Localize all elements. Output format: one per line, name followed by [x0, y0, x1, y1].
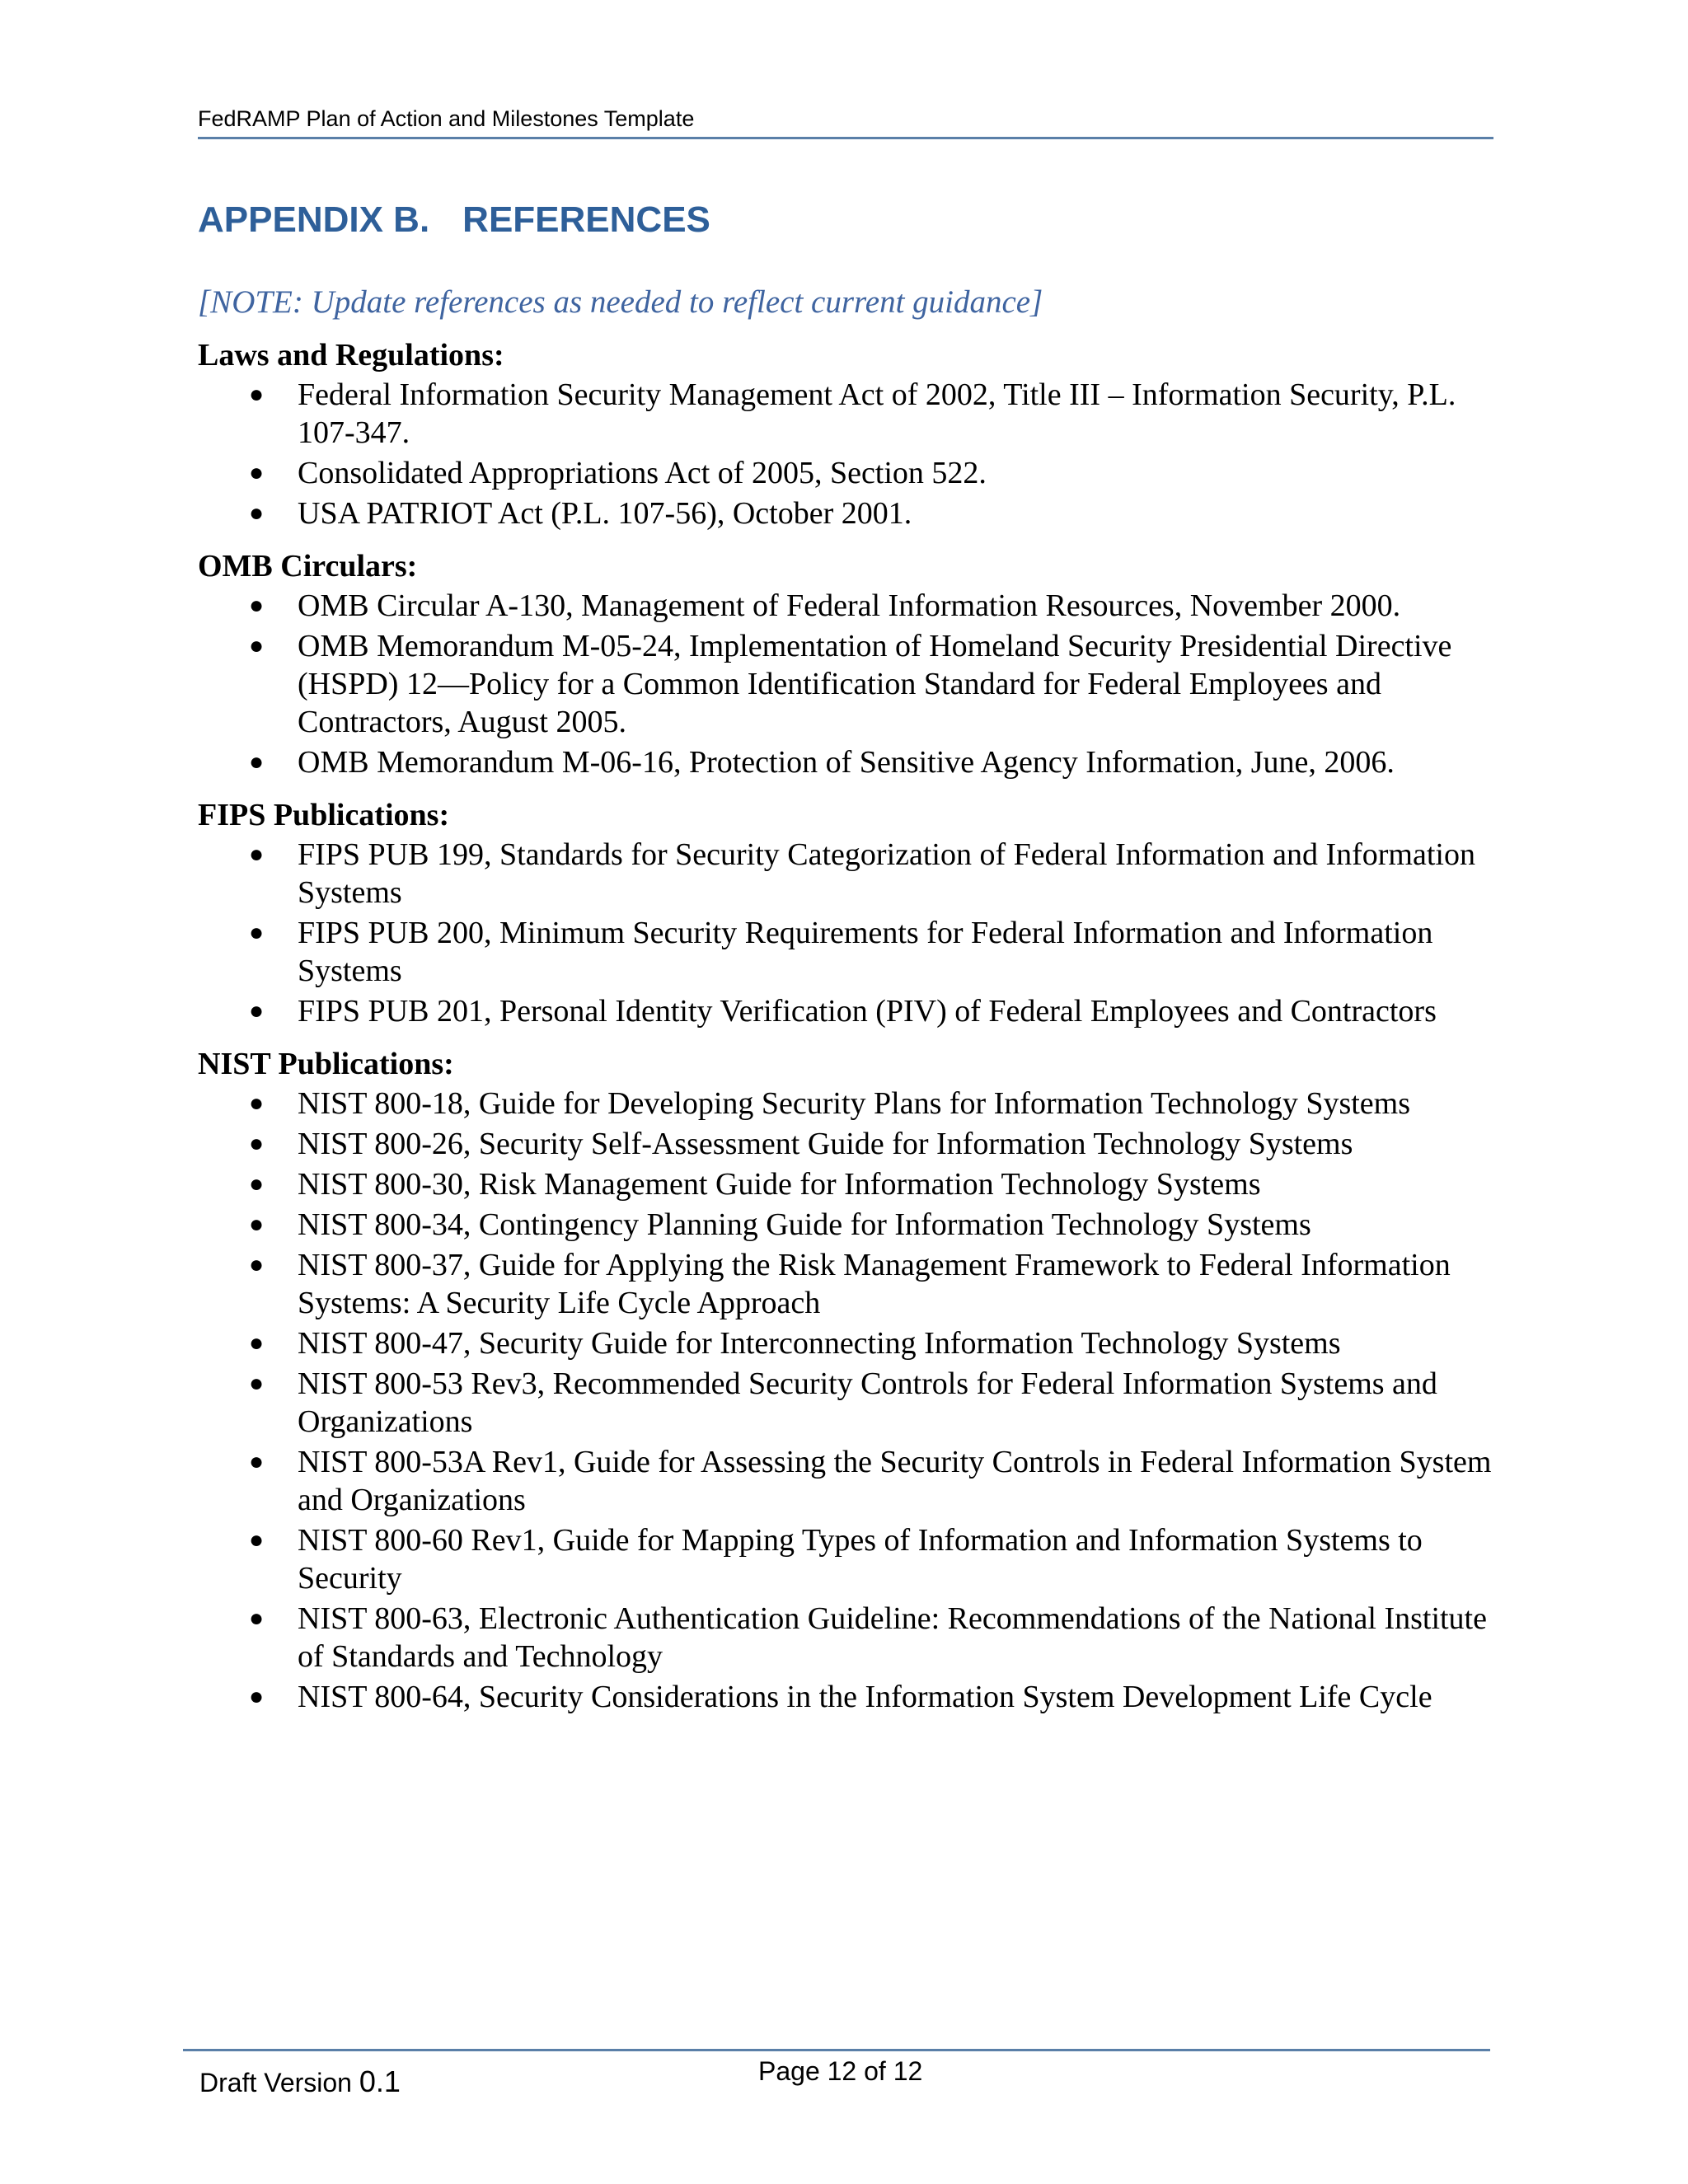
- bullet-icon: ●: [249, 592, 265, 619]
- bullet-icon: ●: [249, 997, 265, 1024]
- bullet-icon: ●: [249, 1130, 265, 1157]
- bullet-icon: ●: [249, 1448, 265, 1475]
- header-title: FedRAMP Plan of Action and Milestones Template: [198, 106, 695, 131]
- references-body: [198, 336, 1500, 1731]
- list-item: ● NIST 800-53A Rev1, Guide for Assessing the Security Controls in Federal Information System and Organizations: [249, 1445, 1492, 1517]
- version-number: 0.1: [359, 2064, 401, 2098]
- bullet-icon: ●: [249, 381, 265, 408]
- list-item: ● FIPS PUB 199, Standards for Security Categorization of Federal Information and Information Systems: [249, 837, 1475, 910]
- laws-heading: Laws and Regulations:: [198, 338, 504, 373]
- appendix-heading: REFERENCES: [462, 199, 710, 240]
- bullet-icon: ●: [249, 499, 265, 527]
- list-item: ● NIST 800-18, Guide for Developing Security Plans for Information Technology Systems: [249, 1086, 1411, 1121]
- list-item: ● USA PATRIOT Act (P.L. 107-56), October 2001.: [249, 496, 912, 531]
- appendix-label: APPENDIX B.: [198, 199, 430, 240]
- version-label: Draft Version: [199, 2068, 352, 2097]
- list-item: ● NIST 800-64, Security Considerations in the Information System Development Life Cycle: [249, 1680, 1432, 1714]
- bullet-icon: ●: [249, 1683, 265, 1710]
- bullet-icon: ●: [249, 1170, 265, 1197]
- bullet-icon: ●: [249, 632, 265, 659]
- list-item: ● NIST 800-26, Security Self-Assessment Guide for Information Technology Systems: [249, 1127, 1353, 1161]
- fips-heading: FIPS Publications:: [198, 798, 450, 832]
- bullet-icon: ●: [249, 919, 265, 946]
- list-item: ● OMB Memorandum M-05-24, Implementation of Homeland Security Presidential Directive (HSPD) 12—Policy for a Common Identification Standard for Federal Employees and Contractors, August 2005.: [249, 629, 1452, 739]
- list-item: ● Consolidated Appropriations Act of 2005, Section 522.: [249, 456, 987, 490]
- bullet-icon: ●: [249, 1329, 265, 1357]
- bullet-icon: ●: [249, 1526, 265, 1554]
- guidance-note: [NOTE: Update references as needed to reflect current guidance]: [198, 284, 1043, 320]
- bullet-icon: ●: [249, 1090, 265, 1117]
- list-item: ● NIST 800-60 Rev1, Guide for Mapping Types of Information and Information Systems to Security: [249, 1523, 1423, 1596]
- footer-version: [199, 2064, 401, 2099]
- list-item: ● FIPS PUB 200, Minimum Security Requirements for Federal Information and Information Systems: [249, 916, 1433, 988]
- list-item: ● NIST 800-47, Security Guide for Interconnecting Information Technology Systems: [249, 1326, 1341, 1361]
- page-header: [198, 99, 1493, 139]
- list-item: ● OMB Circular A-130, Management of Federal Information Resources, November 2000.: [249, 588, 1401, 623]
- list-item: ● FIPS PUB 201, Personal Identity Verification (PIV) of Federal Employees and Contractors: [249, 994, 1437, 1029]
- list-item: ● NIST 800-34, Contingency Planning Guide for Information Technology Systems: [249, 1207, 1311, 1242]
- bullet-icon: ●: [249, 748, 265, 776]
- bullet-icon: ●: [249, 841, 265, 868]
- nist-list: [198, 1085, 1500, 1716]
- list-item: ● NIST 800-37, Guide for Applying the Risk Management Framework to Federal Information Systems: A Security Life Cycle Approach: [249, 1248, 1451, 1320]
- list-item: ● Federal Information Security Management Act of 2002, Title III – Information Security, P.L. 107-347.: [249, 377, 1456, 450]
- page-number: Page 12 of 12: [758, 2056, 923, 2086]
- bullet-icon: ●: [249, 1370, 265, 1397]
- list-item: ● NIST 800-53 Rev3, Recommended Security Controls for Federal Information Systems and Organizations: [249, 1366, 1437, 1439]
- bullet-icon: ●: [249, 1211, 265, 1238]
- bullet-icon: ●: [249, 1251, 265, 1278]
- page-footer: [183, 2049, 1490, 2098]
- bullet-icon: ●: [249, 1605, 265, 1632]
- fips-list: [198, 836, 1500, 1030]
- laws-list: [198, 376, 1500, 532]
- nist-heading: NIST Publications:: [198, 1047, 454, 1081]
- omb-list: [198, 587, 1500, 781]
- bullet-icon: ●: [249, 459, 265, 486]
- list-item: ● OMB Memorandum M-06-16, Protection of Sensitive Agency Information, June, 2006.: [249, 745, 1395, 780]
- appendix-title: [198, 199, 710, 241]
- omb-heading: OMB Circulars:: [198, 549, 418, 583]
- list-item: ● NIST 800-63, Electronic Authentication Guideline: Recommendations of the National Institute of Standards and Technology: [249, 1601, 1487, 1674]
- list-item: ● NIST 800-30, Risk Management Guide for Information Technology Systems: [249, 1167, 1261, 1202]
